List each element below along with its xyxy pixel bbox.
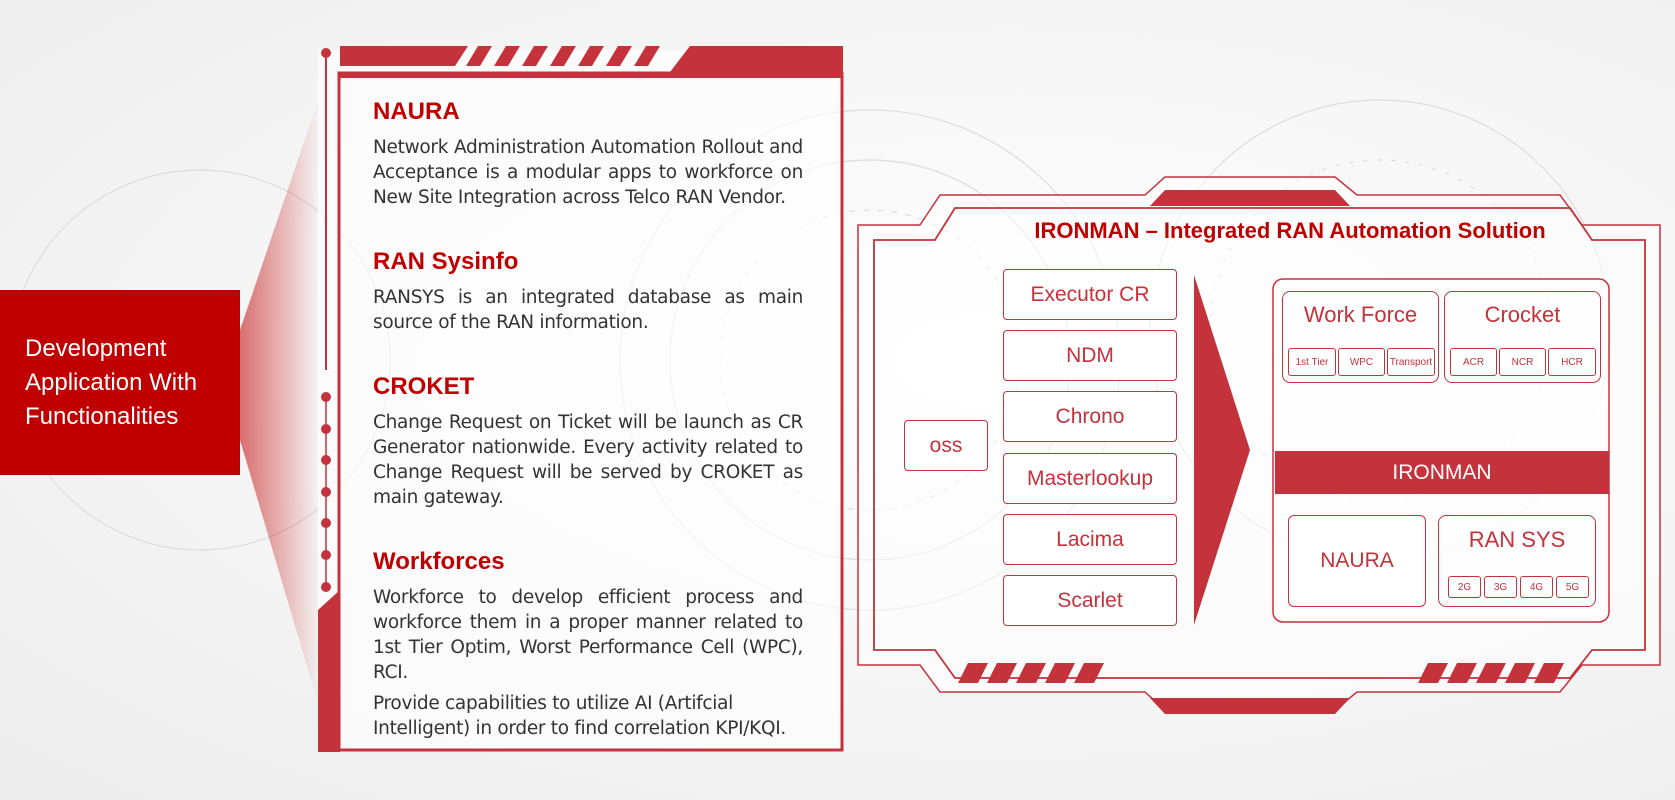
crocket-item-hcr: HCR: [1548, 348, 1596, 376]
module-scarlet: Scarlet: [1003, 575, 1177, 626]
workforce-item-wpc: WPC: [1338, 348, 1385, 376]
ransys-item-3g: 3G: [1484, 576, 1517, 598]
development-label: [0, 332, 197, 434]
crocket-item-acr: ACR: [1450, 348, 1497, 376]
ransys-title: RAN SYS: [1468, 527, 1566, 552]
section-text-extra: Provide capabilities to utilize AI (Artifcial Intelligent) in order to find correlation KPI/KQI.: [373, 693, 787, 739]
section-title: Workforces: [373, 548, 505, 575]
section-croket: [373, 372, 803, 510]
module-ndm: NDM: [1003, 330, 1177, 381]
section-title: CROKET: [373, 373, 475, 400]
module-lacima: Lacima: [1003, 514, 1177, 565]
crocket-title: Crocket: [1484, 302, 1561, 327]
section-text: RANSYS is an integrated database as main source of the RAN information.: [373, 287, 803, 333]
development-label-block: [0, 290, 240, 475]
workforce-title: Work Force: [1303, 302, 1418, 327]
section-workforces: [373, 547, 823, 741]
section-naura: [373, 97, 803, 210]
module-masterlookup: Masterlookup: [1003, 453, 1177, 504]
workforce-item-1st-tier: 1st Tier: [1288, 348, 1336, 376]
section-text: Network Administration Automation Rollout and Acceptance is a modular apps to workforce on New Site Integration across Telco RAN Vendor.: [373, 137, 803, 208]
ironman-bar: IRONMAN: [1275, 451, 1609, 494]
section-title: RAN Sysinfo: [373, 248, 519, 275]
oss-box: oss: [904, 420, 988, 471]
development-label-line-3: Functionalities: [25, 402, 179, 430]
development-label-line-1: Development: [25, 334, 167, 362]
ransys-item-2g: 2G: [1448, 576, 1481, 598]
module-executor-cr: Executor CR: [1003, 269, 1177, 320]
workforce-item-transport: Transport: [1387, 348, 1435, 376]
diagram-title: IRONMAN – Integrated RAN Automation Solution: [1034, 218, 1546, 243]
development-label-line-2: Application With: [25, 368, 198, 396]
module-chrono: Chrono: [1003, 391, 1177, 442]
section-text: Change Request on Ticket will be launch as CR Generator nationwide. Every activity related to Change Request will be served by CROKET as main gateway.: [373, 412, 803, 508]
section-title: NAURA: [373, 98, 460, 125]
crocket-item-ncr: NCR: [1499, 348, 1546, 376]
section-text: Workforce to develop efficient process and workforce them in a proper manner related to 1st Tier Optim, Worst Performance Cell (WPC), RCI.: [373, 587, 803, 683]
section-ran-sysinfo: [373, 247, 803, 335]
naura-box: NAURA: [1288, 515, 1426, 607]
ransys-item-5g: 5G: [1556, 576, 1589, 598]
ransys-item-4g: 4G: [1520, 576, 1553, 598]
